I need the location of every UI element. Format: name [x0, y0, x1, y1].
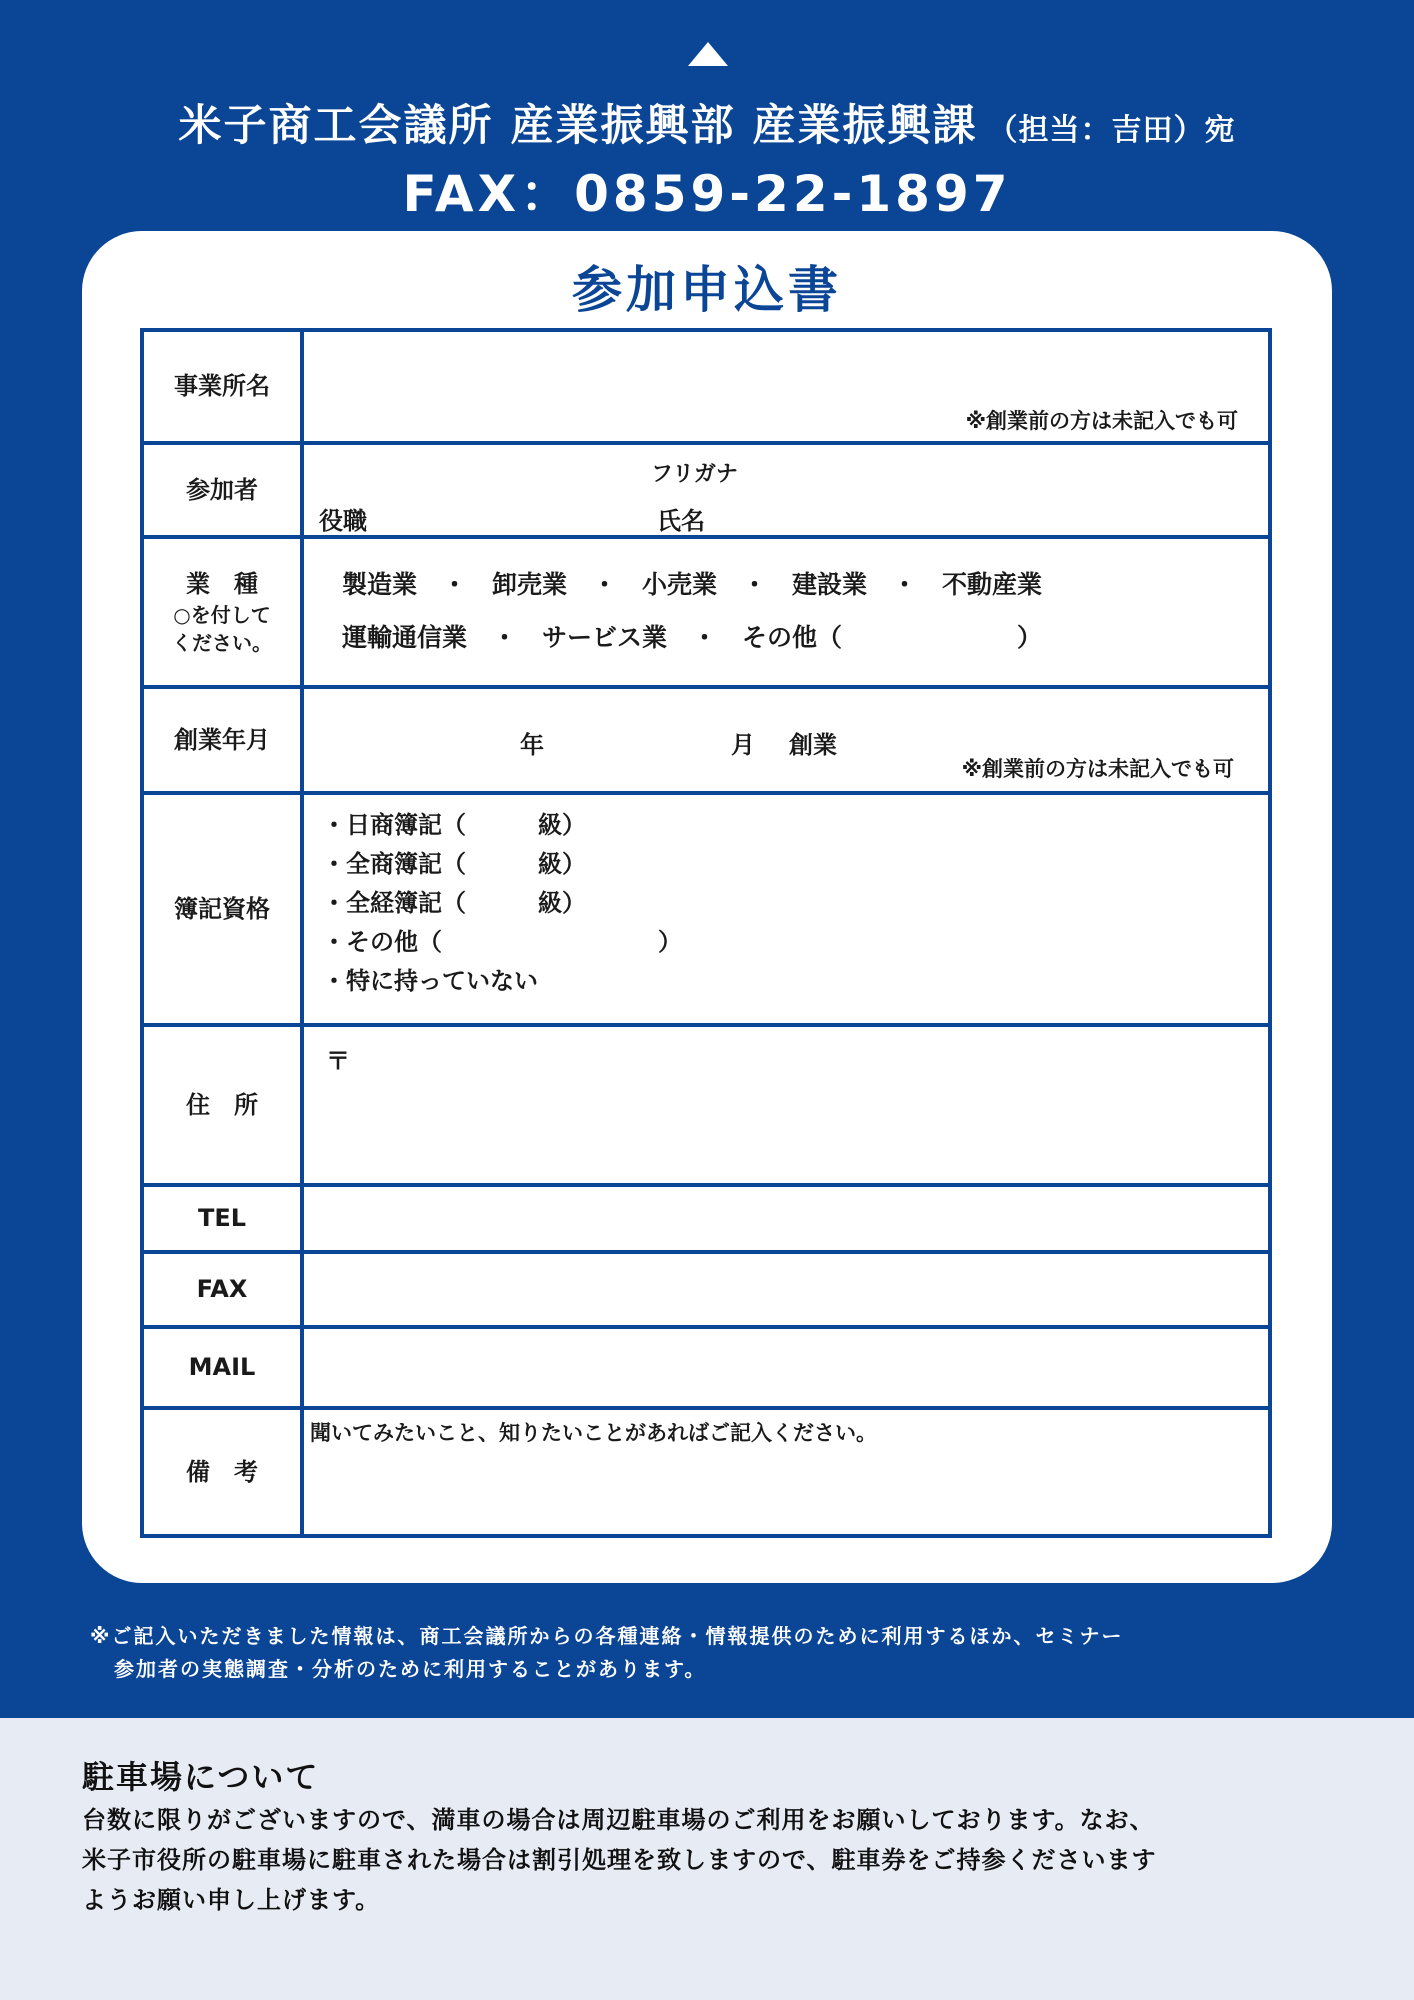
label-month: 月 — [731, 731, 755, 759]
row-founded — [142, 687, 1270, 793]
destination-contact: （担当：吉田）宛 — [987, 113, 1236, 148]
parking-line-2: 米子市役所の駐車場に駐車された場合は割引処理を致しますので、駐車券をご持参くださいます — [82, 1846, 1157, 1874]
postal-mark: 〒 — [326, 1047, 350, 1075]
fax-number: FAX：0859-22-1897 — [402, 165, 1012, 223]
row-mail — [142, 1327, 1270, 1408]
label-furigana: フリガナ — [651, 462, 738, 487]
label-industry — [142, 537, 302, 687]
industry-instruction-2: ください。 — [172, 631, 272, 656]
remarks-hint: 聞いてみたいこと、知りたいことがあればご記入ください。 — [310, 1421, 877, 1445]
field-mail[interactable] — [302, 1327, 1270, 1408]
bookkeeping-option: ・全経簿記（ 級） — [322, 889, 586, 917]
form-title: 参加申込書 — [572, 261, 842, 319]
label-remarks: 備 考 — [142, 1408, 302, 1536]
industry-instruction-1: ○を付して — [173, 603, 271, 628]
parking-heading: 駐車場について — [82, 1758, 320, 1796]
parking-body — [82, 1800, 1342, 1920]
field-address[interactable] — [302, 1025, 1270, 1185]
label-mail: MAIL — [142, 1327, 302, 1408]
field-participant[interactable] — [302, 443, 1270, 537]
label-fax: FAX — [142, 1252, 302, 1327]
row-company — [142, 330, 1270, 443]
field-tel[interactable] — [302, 1185, 1270, 1252]
field-founded[interactable] — [302, 687, 1270, 793]
field-bookkeeping[interactable] — [302, 793, 1270, 1025]
bookkeeping-option: ・日商簿記（ 級） — [322, 811, 586, 839]
privacy-line-1: ※ご記入いただきました情報は、商工会議所からの各種連絡・情報提供のために利用するほか、セミナー — [90, 1624, 1124, 1648]
label-name: 氏名 — [657, 507, 705, 535]
row-remarks — [142, 1408, 1270, 1536]
bookkeeping-option: ・その他（ ） — [322, 928, 682, 956]
destination-department: 米子商工会議所 産業振興部 産業振興課 — [178, 101, 978, 151]
destination-line — [0, 92, 1414, 153]
label-position: 役職 — [319, 507, 367, 535]
field-fax[interactable] — [302, 1252, 1270, 1327]
parking-line-1: 台数に限りがございますので、満車の場合は周辺駐車場のご利用をお願いしております。なお、 — [82, 1806, 1155, 1834]
up-arrow-icon — [688, 42, 728, 66]
parking-line-3: ようお願い申し上げます。 — [82, 1886, 381, 1914]
label-founded-suffix: 創業 — [789, 731, 837, 759]
industry-title: 業 種 — [186, 569, 258, 598]
industry-options-row1: 製造業 ・ 卸売業 ・ 小売業 ・ 建設業 ・ 不動産業 — [342, 570, 1043, 599]
row-fax — [142, 1252, 1270, 1327]
label-tel: TEL — [142, 1185, 302, 1252]
row-industry — [142, 537, 1270, 687]
bookkeeping-option: ・全商簿記（ 級） — [322, 850, 586, 878]
row-bookkeeping — [142, 793, 1270, 1025]
note-company: ※創業前の方は未記入でも可 — [965, 409, 1238, 433]
bookkeeping-option: ・特に持っていない — [322, 967, 538, 995]
bookkeeping-options — [322, 806, 682, 1001]
label-participant: 参加者 — [142, 443, 302, 537]
privacy-line-2: 参加者の実態調査・分析のために利用することがあります。 — [114, 1657, 707, 1681]
row-tel — [142, 1185, 1270, 1252]
application-form-table — [140, 328, 1272, 1538]
row-address — [142, 1025, 1270, 1185]
row-participant — [142, 443, 1270, 537]
field-remarks[interactable] — [302, 1408, 1270, 1536]
field-industry[interactable] — [302, 537, 1270, 687]
note-founded: ※創業前の方は未記入でも可 — [961, 757, 1234, 781]
field-company[interactable] — [302, 330, 1270, 443]
label-company: 事業所名 — [142, 330, 302, 443]
label-year: 年 — [520, 731, 544, 759]
label-founded: 創業年月 — [142, 687, 302, 793]
label-bookkeeping: 簿記資格 — [142, 793, 302, 1025]
industry-options-row2: 運輸通信業 ・ サービス業 ・ その他（ ） — [342, 623, 1043, 652]
label-address: 住 所 — [142, 1025, 302, 1185]
privacy-notice — [90, 1620, 1350, 1686]
